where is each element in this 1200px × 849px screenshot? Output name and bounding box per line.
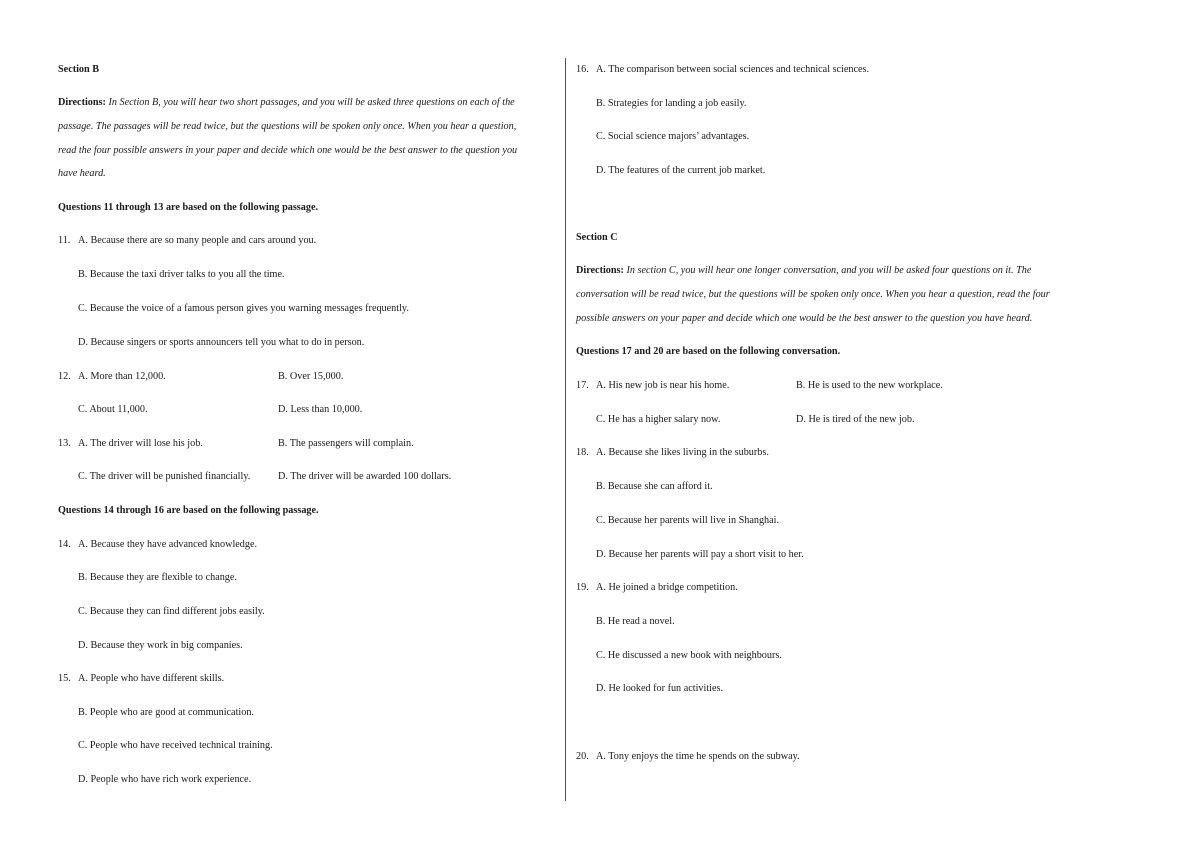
option-12-c: C. About 11,000. bbox=[78, 404, 148, 415]
option-11-a: A. Because there are so many people and cars around you. bbox=[78, 235, 317, 246]
section-c-directions-line-1: Directions: In section C, you will hear one longer conversation, and you will be asked four questions on it. The bbox=[576, 265, 1032, 276]
option-14-c: C. Because they can find different jobs easily. bbox=[78, 606, 265, 617]
question-number-17: 17. bbox=[576, 380, 589, 391]
section-c-heading: Section C bbox=[576, 232, 618, 243]
section-b-directions-label: Directions: bbox=[58, 97, 106, 108]
question-number-13: 13. bbox=[58, 438, 71, 449]
option-17-c: C. He has a higher salary now. bbox=[596, 414, 721, 425]
group-heading-11-13: Questions 11 through 13 are based on the following passage. bbox=[58, 202, 319, 213]
option-15-c: C. People who have received technical training. bbox=[78, 740, 273, 751]
option-11-b: B. Because the taxi driver talks to you all the time. bbox=[78, 269, 285, 280]
question-number-15: 15. bbox=[58, 673, 71, 684]
option-19-b: B. He read a novel. bbox=[596, 616, 675, 627]
option-18-d: D. Because her parents will pay a short visit to her. bbox=[596, 549, 804, 560]
group-heading-14-16: Questions 14 through 16 are based on the following passage. bbox=[58, 505, 319, 516]
option-11-d: D. Because singers or sports announcers tell you what to do in person. bbox=[78, 337, 365, 348]
section-b-directions-line-3: read the four possible answers in your paper and decide which one would be the best answer to the question you bbox=[58, 145, 518, 156]
option-13-d: D. The driver will be awarded 100 dollars. bbox=[278, 471, 452, 482]
section-b-heading: Section B bbox=[58, 64, 100, 75]
option-16-c: C. Social science majors’ advantages. bbox=[596, 131, 750, 142]
option-17-a: A. His new job is near his home. bbox=[596, 380, 730, 391]
option-12-b: B. Over 15,000. bbox=[278, 371, 344, 382]
question-number-12: 12. bbox=[58, 371, 71, 382]
option-15-a: A. People who have different skills. bbox=[78, 673, 225, 684]
question-number-19: 19. bbox=[576, 582, 589, 593]
option-11-c: C. Because the voice of a famous person gives you warning messages frequently. bbox=[78, 303, 409, 314]
question-number-16: 16. bbox=[576, 64, 589, 75]
option-18-a: A. Because she likes living in the suburbs. bbox=[596, 447, 769, 458]
option-18-c: C. Because her parents will live in Shanghai. bbox=[596, 515, 780, 526]
option-13-c: C. The driver will be punished financially. bbox=[78, 471, 251, 482]
option-17-d: D. He is tired of the new job. bbox=[796, 414, 915, 425]
question-number-14: 14. bbox=[58, 539, 71, 550]
group-heading-17-20: Questions 17 and 20 are based on the following conversation. bbox=[576, 346, 841, 357]
option-19-d: D. He looked for fun activities. bbox=[596, 683, 724, 694]
option-13-b: B. The passengers will complain. bbox=[278, 438, 414, 449]
question-number-11: 11. bbox=[58, 235, 71, 246]
option-13-a: A. The driver will lose his job. bbox=[78, 438, 203, 449]
question-number-20: 20. bbox=[576, 751, 589, 762]
option-14-a: A. Because they have advanced knowledge. bbox=[78, 539, 258, 550]
option-17-b: B. He is used to the new workplace. bbox=[796, 380, 943, 391]
option-16-b: B. Strategies for landing a job easily. bbox=[596, 98, 747, 109]
option-16-d: D. The features of the current job market. bbox=[596, 165, 766, 176]
option-19-c: C. He discussed a new book with neighbours. bbox=[596, 650, 782, 661]
section-c-directions-line-3: possible answers on your paper and decide which one would be the best answer to the question you have heard. bbox=[576, 313, 1033, 324]
option-15-d: D. People who have rich work experience. bbox=[78, 774, 252, 785]
option-14-b: B. Because they are flexible to change. bbox=[78, 572, 237, 583]
question-number-18: 18. bbox=[576, 447, 589, 458]
option-14-d: D. Because they work in big companies. bbox=[78, 640, 243, 651]
option-16-a: A. The comparison between social sciences and technical sciences. bbox=[596, 64, 870, 75]
section-b-directions-line-4: have heard. bbox=[58, 168, 106, 179]
column-divider bbox=[565, 58, 566, 801]
option-20-a: A. Tony enjoys the time he spends on the subway. bbox=[596, 751, 800, 762]
option-12-a: A. More than 12,000. bbox=[78, 371, 166, 382]
option-19-a: A. He joined a bridge competition. bbox=[596, 582, 738, 593]
section-c-directions-label: Directions: bbox=[576, 265, 624, 276]
section-c-directions-line-2: conversation will be read twice, but the questions will be spoken only once. When you hear a question, read the four bbox=[576, 289, 1050, 300]
section-b-directions-line-2: passage. The passages will be read twice, but the questions will be spoken only once. When you hear a question, bbox=[58, 121, 517, 132]
section-b-directions-line-1: Directions: In Section B, you will hear two short passages, and you will be asked three questions on each of the bbox=[58, 97, 515, 108]
option-15-b: B. People who are good at communication. bbox=[78, 707, 254, 718]
option-18-b: B. Because she can afford it. bbox=[596, 481, 713, 492]
option-12-d: D. Less than 10,000. bbox=[278, 404, 363, 415]
